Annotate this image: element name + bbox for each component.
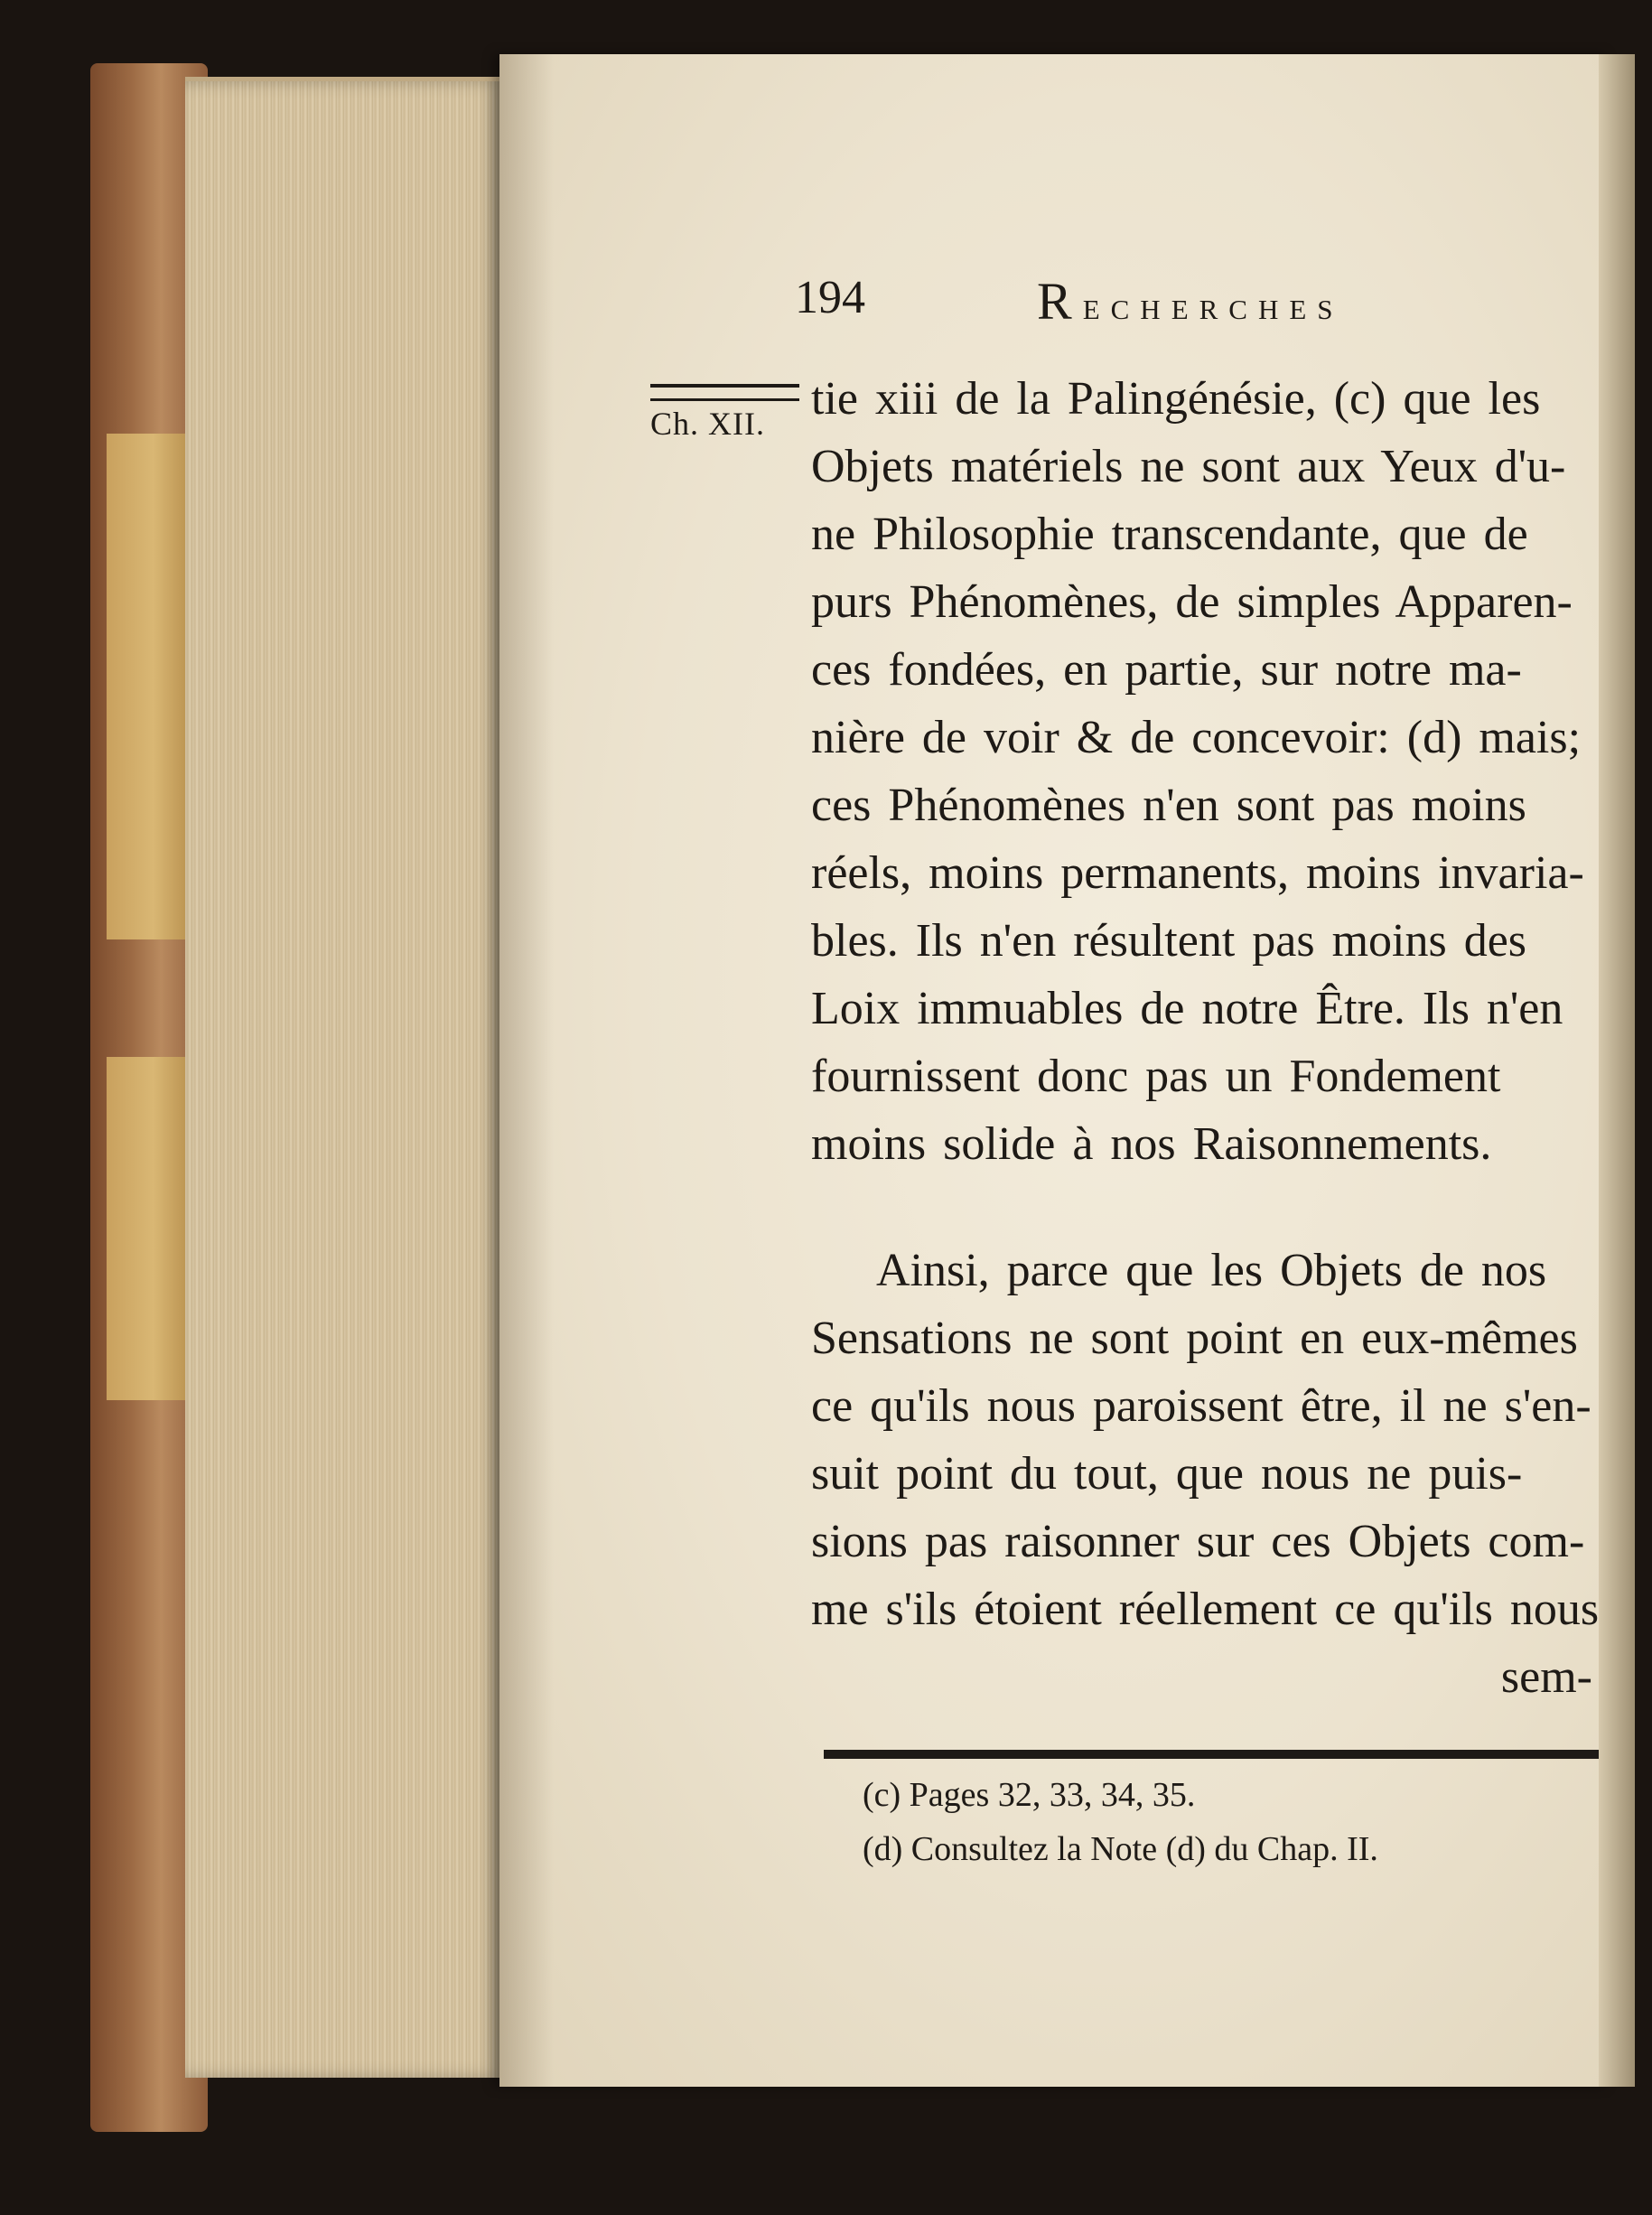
page-right-edge (1599, 54, 1635, 2087)
cover-band (107, 1057, 191, 1400)
text-line: me s'ils étoient réellement ce qu'ils nous (811, 1584, 1600, 1635)
text-line: sions pas raisonner sur ces Objets com- (811, 1516, 1585, 1567)
footnote: (c) Pages 32, 33, 34, 35. (863, 1776, 1196, 1814)
page-number: 194 (795, 272, 865, 323)
text-line: fournissent donc pas un Fondement (811, 1051, 1501, 1102)
text-line: bles. Ils n'en résultent pas moins des (811, 915, 1527, 967)
text-line: tie xiii de la Palingénésie, (c) que les (811, 373, 1541, 425)
running-head: Recherches (1037, 272, 1344, 331)
text-line: purs Phénomènes, de simples Apparen- (811, 576, 1573, 628)
text-line: ces Phénomènes n'en sont pas moins (811, 780, 1526, 831)
footnote-rule (824, 1750, 1599, 1759)
text-line: ces fondées, en partie, sur notre ma- (811, 644, 1522, 696)
chapter-rule (650, 384, 799, 401)
text-line: réels, moins permanents, moins invaria- (811, 847, 1584, 899)
gutter-shadow (499, 54, 554, 2087)
catchword: sem- (1500, 1651, 1592, 1703)
cover-band (107, 434, 191, 939)
text-line: suit point du tout, que nous ne puis- (811, 1448, 1523, 1500)
text-line: moins solide à nos Raisonnements. (811, 1118, 1492, 1170)
text-line: Ainsi, parce que les Objets de nos (876, 1245, 1547, 1296)
chapter-marker: Ch. XII. (650, 406, 765, 442)
page-block-edges (185, 81, 501, 2078)
footnote: (d) Consultez la Note (d) du Chap. II. (863, 1830, 1378, 1868)
text-line: ne Philosophie transcendante, que de (811, 509, 1528, 560)
text-line: ce qu'ils nous paroissent être, il ne s'en- (811, 1380, 1591, 1432)
text-line: Loix immuables de notre Être. Ils n'en (811, 983, 1563, 1034)
text-line: Objets matériels ne sont aux Yeux d'u- (811, 441, 1566, 492)
text-line: nière de voir & de concevoir: (d) mais; (811, 712, 1582, 763)
text-line: Sensations ne sont point en eux-mêmes (811, 1313, 1578, 1364)
